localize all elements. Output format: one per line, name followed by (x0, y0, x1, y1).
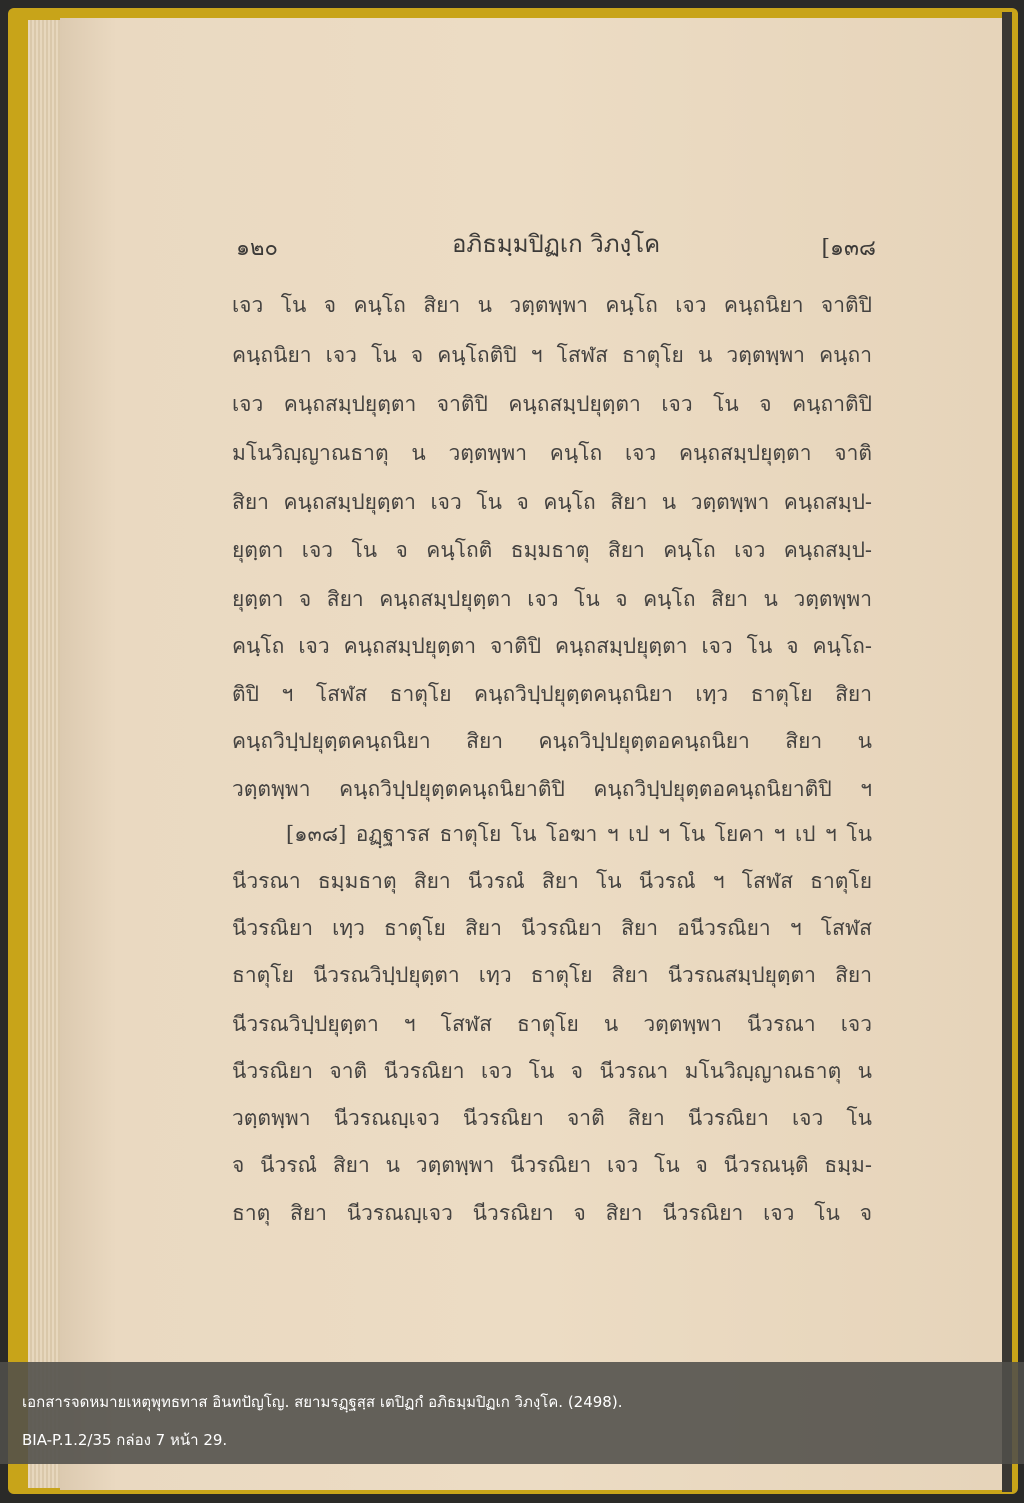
text-line: เจว คนฺถสมฺปยุตฺตา จาติปิ คนฺถสมฺปยุตฺตา เจว โน จ คนฺถาติปิ (232, 392, 872, 416)
page-gutter-shadow (1002, 12, 1012, 1492)
text-line: คนฺโถ เจว คนฺถสมฺปยุตฺตา จาติปิ คนฺถสมฺปยุตฺตา เจว โน จ คนฺโถ- (232, 634, 872, 658)
text-line: คนฺถวิปฺปยุตฺตคนฺถนิยา สิยา คนฺถวิปฺปยุตฺตอคนฺถนิยา สิยา น (232, 729, 872, 753)
text-line: เจว โน จ คนฺโถ สิยา น วตฺตพฺพา คนฺโถ เจว คนฺถนิยา จาติปิ (232, 293, 872, 317)
caption-reference: BIA-P.1.2/35 กล่อง 7 หน้า 29. (22, 1431, 228, 1449)
text-line: นีวรณา ธมฺมธาตุ สิยา นีวรณํ สิยา โน นีวรณํ ฯ โสฬส ธาตุโย (232, 869, 872, 893)
text-line: [๑๓๘] อฏฺฐารส ธาตุโย โน โอฆา ฯ เป ฯ โน โยคา ฯ เป ฯ โน (286, 822, 872, 846)
text-line: นีวรณวิปฺปยุตฺตา ฯ โสฬส ธาตุโย น วตฺตพฺพา นีวรณา เจว (232, 1012, 872, 1036)
text-line: วตฺตพฺพา นีวรณญฺเจว นีวรณิยา จาติ สิยา นีวรณิยา เจว โน (232, 1106, 872, 1130)
text-line: คนฺถนิยา เจว โน จ คนฺโถติปิ ฯ โสฬส ธาตุโย น วตฺตพฺพา คนฺถา (232, 343, 872, 367)
text-line: ธาตุ สิยา นีวรณญฺเจว นีวรณิยา จ สิยา นีวรณิยา เจว โน จ (232, 1201, 872, 1225)
text-line: วตฺตพฺพา คนฺถวิปฺปยุตฺตคนฺถนิยาติปิ คนฺถวิปฺปยุตฺตอคนฺถนิยาติปิ ฯ (232, 777, 872, 801)
text-line: ธาตุโย นีวรณวิปฺปยุตฺตา เทฺว ธาตุโย สิยา นีวรณสมฺปยุตฺตา สิยา (232, 963, 872, 987)
text-line: สิยา คนฺถสมฺปยุตฺตา เจว โน จ คนฺโถ สิยา น วตฺตพฺพา คนฺถสมฺป- (232, 490, 872, 514)
caption-overlay (0, 1362, 1024, 1464)
text-line: ติปิ ฯ โสฬส ธาตุโย คนฺถวิปฺปยุตฺตคนฺถนิยา เทฺว ธาตุโย สิยา (232, 682, 872, 706)
text-line: ยุตฺตา เจว โน จ คนฺโถติ ธมฺมธาตุ สิยา คนฺโถ เจว คนฺถสมฺป- (232, 538, 872, 562)
text-line: นีวรณิยา เทฺว ธาตุโย สิยา นีวรณิยา สิยา อนีวรณิยา ฯ โสฬส (232, 916, 872, 940)
text-line: ยุตฺตา จ สิยา คนฺถสมฺปยุตฺตา เจว โน จ คนฺโถ สิยา น วตฺตพฺพา (232, 587, 872, 611)
text-line: มโนวิญฺญาณธาตุ น วตฺตพฺพา คนฺโถ เจว คนฺถสมฺปยุตฺตา จาติ (232, 441, 872, 465)
page-header (236, 222, 876, 262)
page-number: ๑๒๐ (236, 236, 278, 261)
section-number: [๑๓๘ (821, 236, 876, 261)
text-line: นีวรณิยา จาติ นีวรณิยา เจว โน จ นีวรณา มโนวิญฺญาณธาตุ น (232, 1059, 872, 1083)
running-title: อภิธมฺมปิฏเก วิภงฺโค (452, 230, 661, 258)
text-line: จ นีวรณํ สิยา น วตฺตพฺพา นีวรณิยา เจว โน จ นีวรณนฺติ ธมฺม- (232, 1153, 872, 1177)
caption-citation: เอกสารจดหมายเหตุพุทธทาส อินทปัญโญ. สยามรฏฺฐสฺส เตปิฏกํ อภิธมฺมปิฏเก วิภงฺโค. (2498). (22, 1393, 623, 1411)
